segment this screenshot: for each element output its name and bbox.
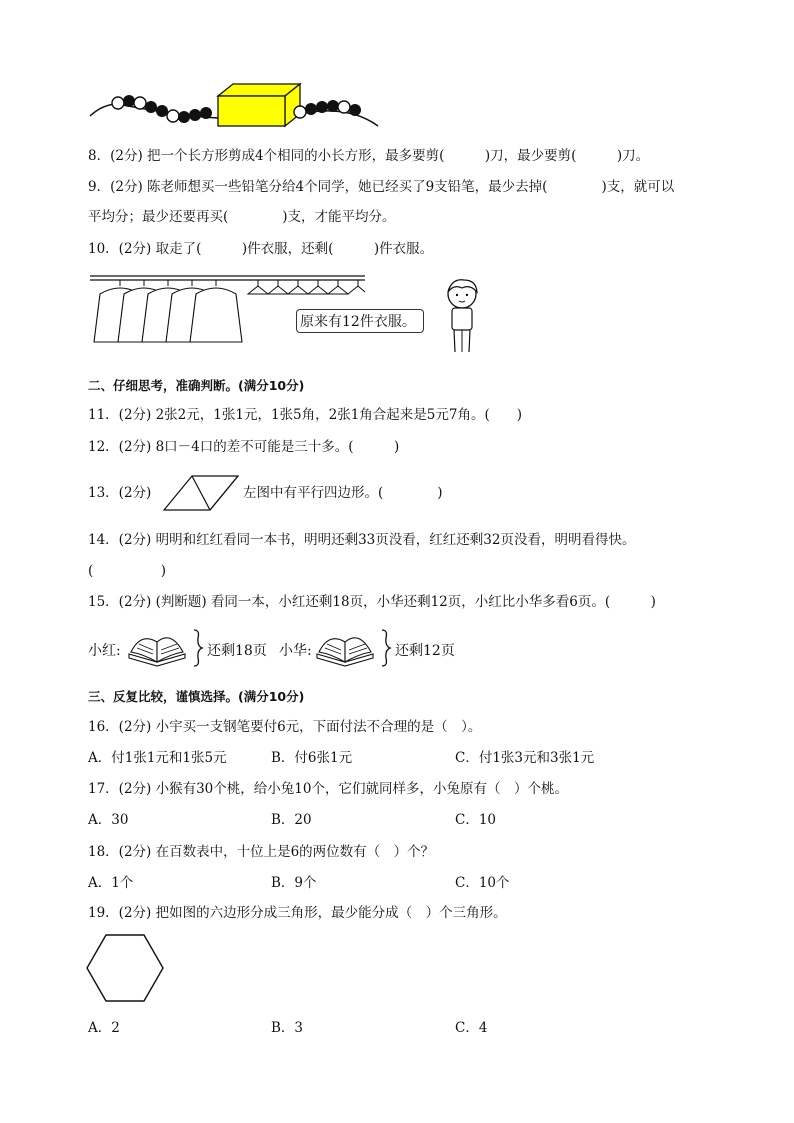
remaining-12: 还剩12页 xyxy=(395,643,455,659)
question-10: 10．(2分) 取走了( )件衣服，还剩( )件衣服。 xyxy=(88,241,434,257)
option-18-a: A．1个 xyxy=(88,875,134,891)
open-book-icon xyxy=(315,628,377,668)
question-13-suffix: 左图中有平行四边形。( ) xyxy=(243,485,443,501)
question-15: 15．(2分) (判断题) 看同一本，小红还剩18页，小华还剩12页，小红比小华多看6页。( ) xyxy=(88,594,656,610)
section-2-heading: 二、仔细思考，准确判断。(满分10分) xyxy=(88,378,305,393)
brace-icon xyxy=(192,628,204,668)
option-16-c: C．付1张3元和3张1元 xyxy=(455,750,595,766)
option-17-c: C．10 xyxy=(455,812,497,828)
question-14-line1: 14．(2分) 明明和红红看同一本书，明明还剩33页没看，红红还剩32页没看，明明看得快。 xyxy=(88,532,636,548)
question-9-line2: 平均分；最少还要再买( )支，才能平均分。 xyxy=(88,209,396,225)
option-16-b: B．付6张1元 xyxy=(271,750,353,766)
question-16: 16．(2分) 小宇买一支钢笔要付6元，下面付法不合理的是（ ）。 xyxy=(88,719,482,735)
option-19-a: A．2 xyxy=(88,1020,120,1036)
option-18-b: B．9个 xyxy=(271,875,317,891)
label-xiaohong: 小红: xyxy=(88,643,121,659)
question-8: 8．(2分) 把一个长方形剪成4个相同的小长方形，最多要剪( )刀，最少要剪( )刀。 xyxy=(88,148,650,164)
question-9-line1: 9．(2分) 陈老师想买一些铅笔分给4个同学，她已经买了9支铅笔，最少去掉( )支，就可以 xyxy=(88,179,675,195)
option-18-c: C．10个 xyxy=(455,875,510,891)
question-17: 17．(2分) 小猴有30个桃，给小兔10个，它们就同样多，小兔原有（ ）个桃。 xyxy=(88,781,568,797)
remaining-18: 还剩18页 xyxy=(207,643,267,659)
open-book-icon xyxy=(127,628,189,668)
question-11: 11．(2分) 2张2元，1张1元，1张5角，2张1角合起来是5元7角。( ) xyxy=(88,407,523,423)
option-17-a: A．30 xyxy=(88,812,129,828)
option-16-a: A．付1张1元和1张5元 xyxy=(88,750,227,766)
speech-bubble: 原来有12件衣服。 xyxy=(296,309,424,333)
hexagon-figure xyxy=(86,933,166,1003)
brace-icon xyxy=(380,628,392,668)
question-18: 18．(2分) 在百数表中，十位上是6的两位数有（ ）个？ xyxy=(88,844,435,860)
label-xiaohua: 小华: xyxy=(279,643,312,659)
boy-figure xyxy=(440,276,490,356)
question-12: 12．(2分) 8口－4口的差不可能是三十多。( ) xyxy=(88,439,400,455)
section-3-heading: 三、反复比较，谨慎选择。(满分10分) xyxy=(88,689,305,704)
question-13-prefix: 13．(2分) xyxy=(88,485,152,501)
option-19-c: C．4 xyxy=(455,1020,488,1036)
parallelogram-triangles-figure xyxy=(162,474,242,512)
question-19: 19．(2分) 把如图的六边形分成三角形，最少能分成（ ）个三角形。 xyxy=(88,905,507,921)
beads-box-figure xyxy=(88,82,388,132)
option-19-b: B．3 xyxy=(271,1020,304,1036)
option-17-b: B．20 xyxy=(271,812,312,828)
question-14-line2: ( ) xyxy=(88,563,167,579)
